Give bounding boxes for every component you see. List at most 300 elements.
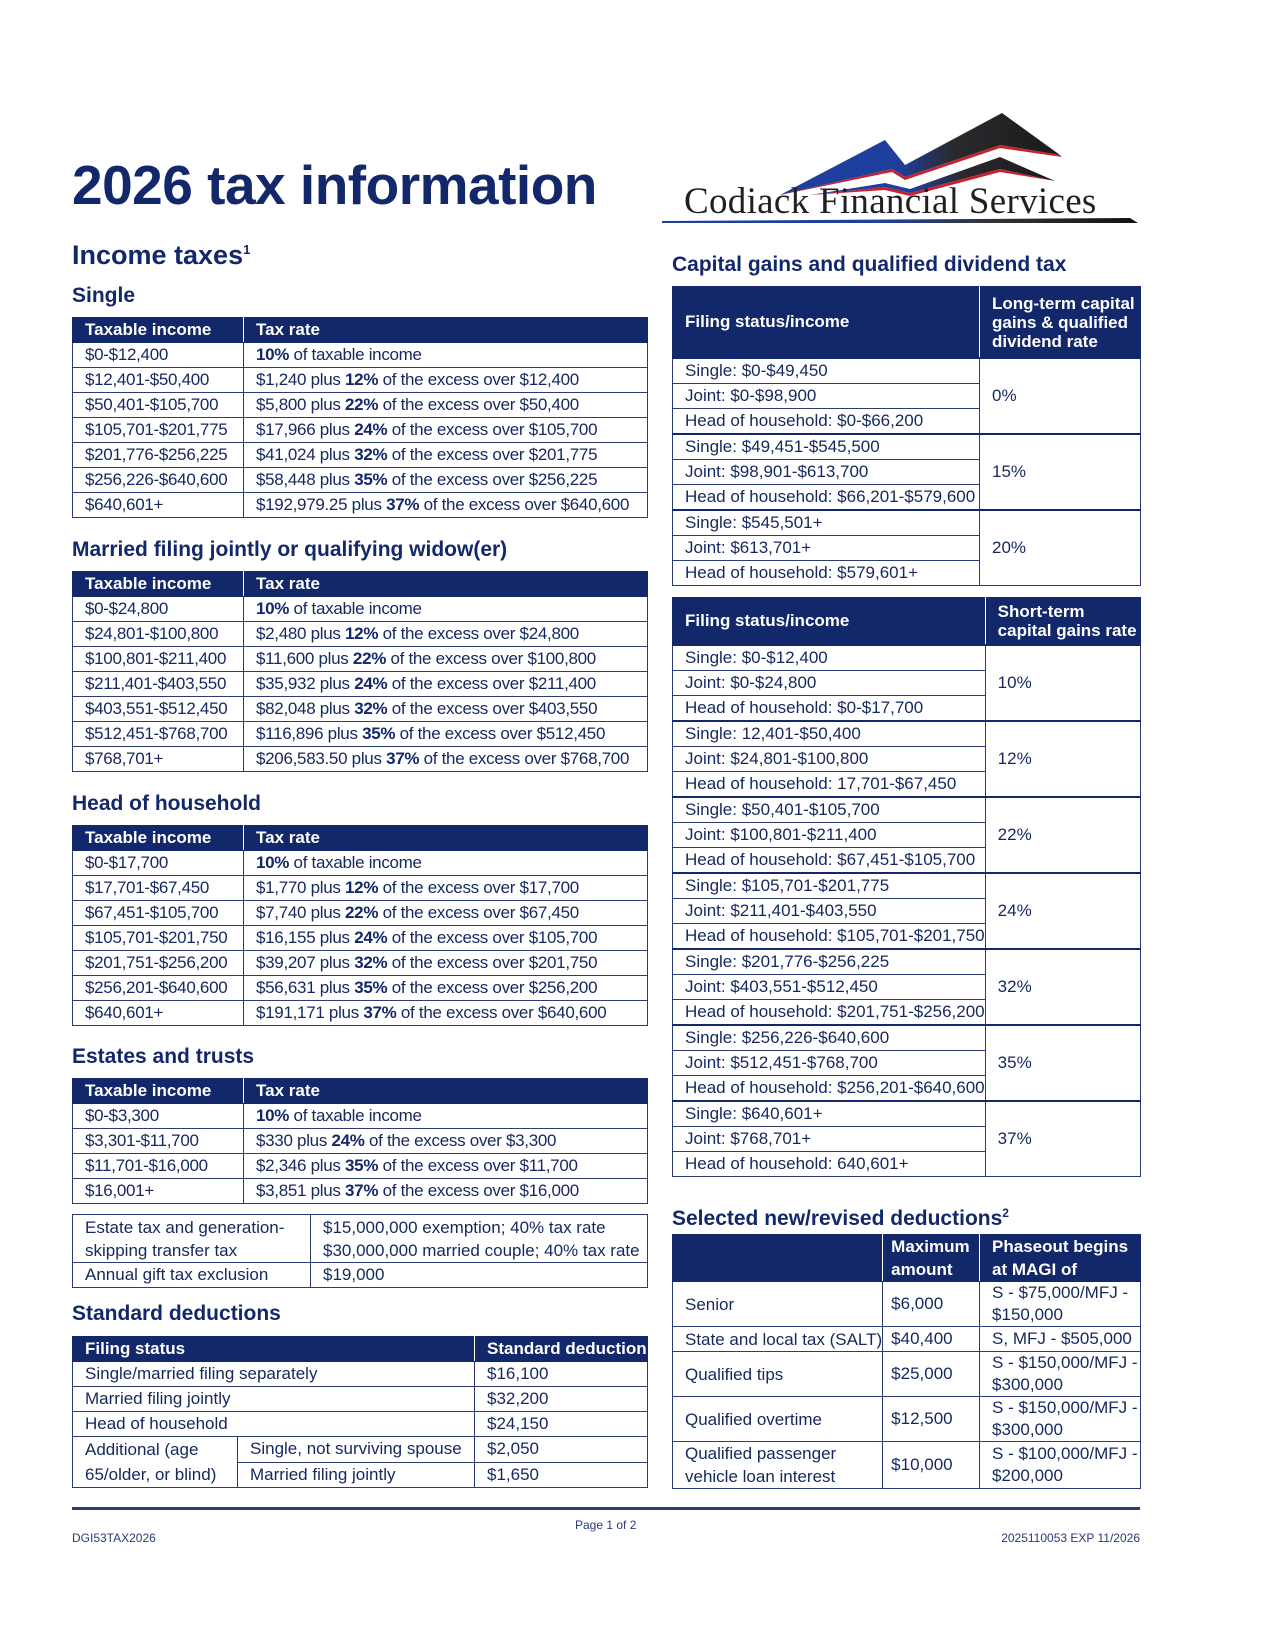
rate-percent: 32%	[354, 445, 388, 464]
table-row	[73, 343, 648, 368]
base-amount: $58,448 plus	[256, 470, 355, 489]
column-header-filing-status: Filing status/income	[673, 598, 986, 646]
taxable-income-cell: $0-$17,700	[73, 851, 244, 876]
phaseout-line-1: S - $150,000/MFJ -	[992, 1353, 1138, 1372]
tax-rate-cell	[244, 443, 648, 468]
filing-status-income-cell: Joint: $403,551-$512,450	[673, 975, 986, 1000]
filing-status: Married filing jointly	[73, 1387, 475, 1412]
taxable-income-cell: $768,701+	[73, 747, 244, 772]
table-row	[673, 797, 1141, 823]
filing-status-income-cell: Joint: $768,701+	[673, 1127, 986, 1152]
taxable-income-cell: $0-$12,400	[73, 343, 244, 368]
tax-rate-cell	[244, 622, 648, 647]
filing-status-income-cell: Head of household: $66,201-$579,600	[673, 485, 980, 511]
tax-rate-cell	[244, 851, 648, 876]
rate-percent: 10%	[256, 345, 290, 364]
base-amount: $5,800 plus	[256, 395, 346, 414]
rate-description: of the excess over $17,700	[378, 878, 579, 897]
maximum-amount-cell: $40,400	[883, 1327, 980, 1352]
tax-rate-cell	[244, 647, 648, 672]
filing-status-income-cell: Joint: $512,451-$768,700	[673, 1051, 986, 1076]
taxable-income-cell: $67,451-$105,700	[73, 901, 244, 926]
table-row	[73, 418, 648, 443]
base-amount: $17,966 plus	[256, 420, 355, 439]
rate-cell: 15%	[980, 434, 1141, 510]
filing-status: Head of household	[73, 1412, 475, 1437]
table-row	[673, 1352, 1141, 1397]
deduction-name: Qualified overtime	[685, 1409, 823, 1429]
table-row	[673, 721, 1141, 747]
header-line-1: Long-term capital	[992, 293, 1135, 313]
rate-cell: 35%	[985, 1025, 1140, 1101]
tax-rate-cell	[244, 1179, 648, 1204]
filing-status-income-cell: Head of household: $0-$17,700	[673, 696, 986, 722]
taxable-income-cell: $256,226-$640,600	[73, 468, 244, 493]
table-row	[73, 926, 648, 951]
table-row	[73, 1263, 648, 1288]
taxable-income-cell: $105,701-$201,775	[73, 418, 244, 443]
taxable-income-cell: $17,701-$67,450	[73, 876, 244, 901]
phaseout-cell	[980, 1442, 1141, 1489]
deduction-value: $1,650	[475, 1462, 648, 1488]
table-row	[673, 873, 1141, 899]
filing-status: Single, not surviving spouse	[238, 1437, 475, 1463]
table-married	[72, 571, 648, 772]
deduction-name-cell	[673, 1282, 883, 1327]
rate-description: of the excess over $512,450	[395, 724, 606, 743]
rate-percent: 12%	[345, 878, 379, 897]
taxable-income-cell: $211,401-$403,550	[73, 672, 244, 697]
tax-rate-cell	[244, 697, 648, 722]
table-header-row	[73, 318, 648, 343]
filing-status-income-cell: Head of household: $0-$66,200	[673, 409, 980, 435]
table-row	[73, 722, 648, 747]
base-amount: $1,770 plus	[256, 878, 346, 897]
table-row	[73, 647, 648, 672]
filing-status-income-cell: Single: $0-$49,450	[673, 358, 980, 384]
base-amount: $191,171 plus	[256, 1003, 364, 1022]
table-row	[73, 901, 648, 926]
filing-status-income-cell: Single: $49,451-$545,500	[673, 434, 980, 460]
table-header-row	[673, 1235, 1141, 1282]
heading-estates-trusts: Estates and trusts	[72, 1045, 255, 1068]
taxable-income-cell: $100,801-$211,400	[73, 647, 244, 672]
tax-rate-cell	[244, 901, 648, 926]
table-row	[73, 1437, 648, 1463]
phaseout-cell	[980, 1352, 1141, 1397]
filing-status-income-cell: Single: $256,226-$640,600	[673, 1025, 986, 1051]
column-header-taxable-income: Taxable income	[73, 826, 244, 851]
filing-status-income-cell: Joint: $613,701+	[673, 536, 980, 561]
rate-description: of the excess over $403,550	[387, 699, 598, 718]
heading-head-of-household: Head of household	[72, 792, 261, 815]
deduction-name-cell	[673, 1397, 883, 1442]
table-header-row	[73, 1337, 648, 1362]
tax-rate-cell	[244, 343, 648, 368]
rate-description: of the excess over $11,700	[378, 1156, 578, 1175]
base-amount: $41,024 plus	[256, 445, 355, 464]
rate-percent: 35%	[354, 978, 388, 997]
base-amount: $116,896 plus	[256, 724, 363, 743]
maximum-amount-cell: $12,500	[883, 1397, 980, 1442]
filing-status-income-cell: Joint: $0-$24,800	[673, 671, 986, 696]
deduction-name-cell	[673, 1327, 883, 1352]
company-logo-text: Codiack Financial Services	[684, 181, 1097, 222]
rate-cell: 10%	[985, 645, 1140, 721]
estate-label-line-2: skipping transfer tax	[85, 1241, 238, 1260]
taxable-income-cell: $0-$24,800	[73, 597, 244, 622]
header-line-2: at MAGI of	[992, 1260, 1078, 1279]
base-amount: $11,600 plus	[256, 649, 353, 668]
rate-percent: 32%	[354, 699, 388, 718]
table-estate-gift	[72, 1214, 648, 1288]
filing-status-income-cell: Single: $0-$12,400	[673, 645, 986, 671]
filing-status: Married filing jointly	[238, 1462, 475, 1488]
taxable-income-cell: $256,201-$640,600	[73, 976, 244, 1001]
rate-percent: 37%	[386, 749, 420, 768]
header-line-2: amount	[891, 1260, 953, 1279]
table-row	[73, 597, 648, 622]
filing-status-income-cell: Head of household: $579,601+	[673, 561, 980, 586]
taxable-income-cell: $11,701-$16,000	[73, 1154, 244, 1179]
base-amount: $206,583.50 plus	[256, 749, 387, 768]
table-row	[73, 1387, 648, 1412]
rate-description: of the excess over $67,450	[378, 903, 579, 922]
additional-label	[73, 1437, 238, 1488]
column-header-taxable-income: Taxable income	[73, 318, 244, 343]
tax-rate-cell	[244, 1154, 648, 1179]
base-amount: $56,631 plus	[256, 978, 355, 997]
rate-description: of the excess over $16,000	[378, 1181, 579, 1200]
table-long-term-capital-gains	[672, 286, 1141, 586]
heading-standard-deductions: Standard deductions	[72, 1302, 281, 1325]
tax-rate-cell	[244, 1104, 648, 1129]
column-header-standard-deduction: Standard deduction	[475, 1337, 648, 1362]
rate-description: of taxable income	[289, 853, 422, 872]
phaseout-line-1: S - $100,000/MFJ -	[992, 1444, 1138, 1463]
base-amount: $3,851 plus	[256, 1181, 346, 1200]
rate-percent: 22%	[345, 903, 379, 922]
tax-rate-cell	[244, 393, 648, 418]
taxable-income-cell: $50,401-$105,700	[73, 393, 244, 418]
table-new-deductions	[672, 1234, 1141, 1489]
column-header-filing-status: Filing status/income	[673, 287, 980, 359]
phaseout-line-1: S - $150,000/MFJ -	[992, 1398, 1138, 1417]
deduction-name: State and local tax (SALT)	[685, 1329, 883, 1349]
rate-description: of taxable income	[289, 1106, 422, 1125]
gift-tax-value: $19,000	[311, 1263, 648, 1288]
table-row	[73, 976, 648, 1001]
taxable-income-cell: $201,776-$256,225	[73, 443, 244, 468]
filing-status-income-cell: Head of household: $256,201-$640,600	[673, 1076, 986, 1102]
rate-description: of the excess over $201,750	[387, 953, 598, 972]
heading-text: Selected new/revised deductions	[672, 1207, 1003, 1230]
table-row	[73, 876, 648, 901]
base-amount: $2,480 plus	[256, 624, 346, 643]
deduction-name-line-2: vehicle loan interest	[685, 1467, 836, 1486]
page-title: 2026 tax information	[72, 154, 597, 216]
filing-status-income-cell: Single: 12,401-$50,400	[673, 721, 986, 747]
gift-tax-label: Annual gift tax exclusion	[73, 1263, 311, 1288]
tax-rate-cell	[244, 493, 648, 518]
footer-divider	[72, 1507, 1140, 1510]
table-row	[673, 1442, 1141, 1489]
maximum-amount-cell: $10,000	[883, 1442, 980, 1489]
tax-rate-cell	[244, 1001, 648, 1026]
column-header-tax-rate: Tax rate	[244, 1079, 648, 1104]
column-header-phaseout	[980, 1235, 1141, 1282]
tax-rate-cell	[244, 951, 648, 976]
tax-rate-cell	[244, 468, 648, 493]
phaseout-line-2: $300,000	[992, 1420, 1063, 1439]
page-number: Page 1 of 2	[575, 1518, 637, 1532]
base-amount: $82,048 plus	[256, 699, 355, 718]
filing-status-income-cell: Joint: $24,801-$100,800	[673, 747, 986, 772]
rate-description: of the excess over $105,700	[387, 420, 598, 439]
taxable-income-cell: $403,551-$512,450	[73, 697, 244, 722]
rate-description: of the excess over $256,200	[387, 978, 598, 997]
table-row	[73, 1104, 648, 1129]
rate-description: of the excess over $105,700	[387, 928, 598, 947]
table-row	[673, 358, 1141, 384]
filing-status-income-cell: Joint: $0-$98,900	[673, 384, 980, 409]
header-line-1: Short-term	[997, 602, 1085, 621]
header-line-3: dividend rate	[992, 331, 1098, 351]
deduction-name: Senior	[685, 1294, 735, 1314]
rate-percent: 24%	[354, 674, 388, 693]
header-line-2: capital gains rate	[997, 621, 1137, 640]
table-row	[673, 1282, 1141, 1327]
table-short-term-capital-gains	[672, 597, 1141, 1177]
deduction-name: Qualified passenger	[685, 1444, 837, 1463]
table-row	[673, 1025, 1141, 1051]
rate-description: of the excess over $201,775	[387, 445, 598, 464]
rate-percent: 35%	[362, 724, 396, 743]
rate-percent: 24%	[354, 928, 388, 947]
taxable-income-cell: $201,751-$256,200	[73, 951, 244, 976]
taxable-income-cell: $16,001+	[73, 1179, 244, 1204]
table-row	[73, 1215, 648, 1263]
filing-status-income-cell: Head of household: 17,701-$67,450	[673, 772, 986, 798]
rate-percent: 22%	[345, 395, 379, 414]
tax-rate-cell	[244, 876, 648, 901]
filing-status-income-cell: Head of household: 640,601+	[673, 1152, 986, 1177]
filing-status-income-cell: Joint: $98,901-$613,700	[673, 460, 980, 485]
deduction-name-cell	[673, 1442, 883, 1489]
estate-value-line-2: $30,000,000 married couple; 40% tax rate	[323, 1241, 640, 1260]
base-amount: $2,346 plus	[256, 1156, 346, 1175]
phaseout-cell	[980, 1282, 1141, 1327]
taxable-income-cell: $512,451-$768,700	[73, 722, 244, 747]
rate-percent: 35%	[345, 1156, 379, 1175]
phaseout-line-2: $300,000	[992, 1375, 1063, 1394]
rate-cell: 32%	[985, 949, 1140, 1025]
deduction-value: $32,200	[475, 1387, 648, 1412]
table-row	[73, 393, 648, 418]
rate-description: of the excess over $768,700	[419, 749, 630, 768]
document-code: DGI53TAX2026	[72, 1531, 156, 1545]
phaseout-cell	[980, 1327, 1141, 1352]
table-header-row	[673, 598, 1141, 646]
heading-single: Single	[72, 284, 136, 307]
tax-rate-cell	[244, 926, 648, 951]
estate-tax-label	[73, 1215, 311, 1263]
estate-label-line-1: Estate tax and generation-	[85, 1218, 285, 1237]
table-estates-trusts	[72, 1078, 648, 1204]
rate-percent: 24%	[354, 420, 388, 439]
base-amount: $39,207 plus	[256, 953, 355, 972]
maximum-amount-cell: $6,000	[883, 1282, 980, 1327]
table-header-row	[73, 572, 648, 597]
table-row	[73, 622, 648, 647]
taxable-income-cell: $24,801-$100,800	[73, 622, 244, 647]
table-row	[73, 697, 648, 722]
deduction-name-cell	[673, 1352, 883, 1397]
column-header-tax-rate: Tax rate	[244, 826, 648, 851]
filing-status-income-cell: Joint: $100,801-$211,400	[673, 823, 986, 848]
rate-percent: 12%	[345, 370, 379, 389]
rate-description: of the excess over $24,800	[378, 624, 579, 643]
taxable-income-cell: $12,401-$50,400	[73, 368, 244, 393]
table-header-row	[673, 287, 1141, 359]
rate-description: of the excess over $640,600	[396, 1003, 607, 1022]
table-row	[73, 1362, 648, 1387]
filing-status-income-cell: Single: $105,701-$201,775	[673, 873, 986, 899]
rate-percent: 32%	[354, 953, 388, 972]
tax-rate-cell	[244, 722, 648, 747]
base-amount: $330 plus	[256, 1131, 332, 1150]
table-row	[73, 443, 648, 468]
table-row	[673, 1397, 1141, 1442]
taxable-income-cell: $3,301-$11,700	[73, 1129, 244, 1154]
table-header-row	[73, 1079, 648, 1104]
footnote-marker: 1	[243, 242, 251, 257]
section-subtitle-income-taxes	[72, 232, 250, 273]
base-amount: $192,979.25 plus	[256, 495, 387, 514]
rate-percent: 37%	[363, 1003, 397, 1022]
rate-description: of the excess over $12,400	[378, 370, 579, 389]
table-row	[673, 434, 1141, 460]
filing-status-income-cell: Joint: $211,401-$403,550	[673, 899, 986, 924]
rate-cell: 20%	[980, 510, 1141, 586]
rate-percent: 10%	[256, 599, 290, 618]
rate-description: of the excess over $640,600	[419, 495, 630, 514]
phaseout-line-1: S - $75,000/MFJ -	[992, 1283, 1129, 1302]
table-row	[73, 951, 648, 976]
heading-new-deductions	[672, 1200, 1009, 1232]
table-row	[73, 493, 648, 518]
tax-rate-cell	[244, 368, 648, 393]
column-header-filing-status: Filing status	[73, 1337, 475, 1362]
rate-percent: 10%	[256, 853, 290, 872]
table-row	[73, 1001, 648, 1026]
rate-cell: 0%	[980, 358, 1141, 434]
deduction-value: $24,150	[475, 1412, 648, 1437]
rate-cell: 22%	[985, 797, 1140, 873]
tax-rate-cell	[244, 418, 648, 443]
tax-rate-cell	[244, 976, 648, 1001]
rate-description: of the excess over $256,225	[387, 470, 598, 489]
rate-cell: 12%	[985, 721, 1140, 797]
estate-tax-value	[311, 1215, 648, 1263]
phaseout-cell	[980, 1397, 1141, 1442]
rate-percent: 35%	[354, 470, 388, 489]
base-amount: $7,740 plus	[256, 903, 346, 922]
base-amount: $35,932 plus	[256, 674, 355, 693]
phaseout-line-2: $150,000	[992, 1305, 1063, 1324]
table-row	[73, 1179, 648, 1204]
table-row	[73, 368, 648, 393]
estate-value-line-1: $15,000,000 exemption; 40% tax rate	[323, 1218, 606, 1237]
rate-percent: 22%	[352, 649, 387, 668]
phaseout-line-2: $200,000	[992, 1466, 1063, 1485]
heading-capital-gains: Capital gains and qualified dividend tax	[672, 253, 1067, 276]
subtitle-text: Income taxes	[72, 240, 244, 270]
deduction-name: Qualified tips	[685, 1364, 784, 1384]
column-header-short-term-rate	[985, 598, 1140, 646]
base-amount: $1,240 plus	[256, 370, 346, 389]
table-row	[73, 1154, 648, 1179]
table-row	[73, 672, 648, 697]
table-standard-deductions	[72, 1336, 648, 1488]
table-head-of-household	[72, 825, 648, 1026]
rate-percent: 12%	[345, 624, 379, 643]
phaseout-line-1: S, MFJ - $505,000	[992, 1329, 1132, 1348]
additional-label-line-2: 65/older, or blind)	[85, 1465, 217, 1484]
table-single	[72, 317, 648, 518]
column-header-long-term-rate	[980, 287, 1141, 359]
footnote-marker: 2	[1002, 1206, 1009, 1220]
header-line-2: gains & qualified	[992, 312, 1129, 332]
header-line-1: Maximum	[891, 1237, 970, 1256]
table-row	[73, 1412, 648, 1437]
maximum-amount-cell: $25,000	[883, 1352, 980, 1397]
table-row	[673, 1101, 1141, 1127]
heading-married: Married filing jointly or qualifying widow(er)	[72, 538, 508, 561]
rate-description: of taxable income	[289, 599, 422, 618]
rate-description: of the excess over $50,400	[378, 395, 579, 414]
deduction-value: $2,050	[475, 1437, 648, 1463]
rate-description: of the excess over $3,300	[364, 1131, 557, 1150]
column-header-tax-rate: Tax rate	[244, 572, 648, 597]
table-row	[673, 1327, 1141, 1352]
rate-cell: 24%	[985, 873, 1140, 949]
filing-status-income-cell: Head of household: $105,701-$201,750	[673, 924, 986, 950]
rate-percent: 37%	[386, 495, 420, 514]
rate-description: of taxable income	[289, 345, 422, 364]
taxable-income-cell: $640,601+	[73, 1001, 244, 1026]
tax-rate-cell	[244, 597, 648, 622]
taxable-income-cell: $640,601+	[73, 493, 244, 518]
rate-percent: 37%	[345, 1181, 379, 1200]
filing-status-income-cell: Single: $640,601+	[673, 1101, 986, 1127]
filing-status-income-cell: Single: $545,501+	[673, 510, 980, 536]
column-header-taxable-income: Taxable income	[73, 572, 244, 597]
header-line-1: Phaseout begins	[992, 1237, 1129, 1256]
base-amount: $16,155 plus	[256, 928, 355, 947]
column-header-taxable-income: Taxable income	[73, 1079, 244, 1104]
filing-status-income-cell: Head of household: $201,751-$256,200	[673, 1000, 986, 1026]
column-header-maximum-amount	[883, 1235, 980, 1282]
table-row	[673, 510, 1141, 536]
taxable-income-cell: $0-$3,300	[73, 1104, 244, 1129]
rate-percent: 24%	[331, 1131, 365, 1150]
rate-percent: 10%	[256, 1106, 290, 1125]
column-header-tax-rate: Tax rate	[244, 318, 648, 343]
table-row	[673, 949, 1141, 975]
expiration-code: 2025110053 EXP 11/2026	[1001, 1531, 1140, 1545]
table-header-row	[73, 826, 648, 851]
